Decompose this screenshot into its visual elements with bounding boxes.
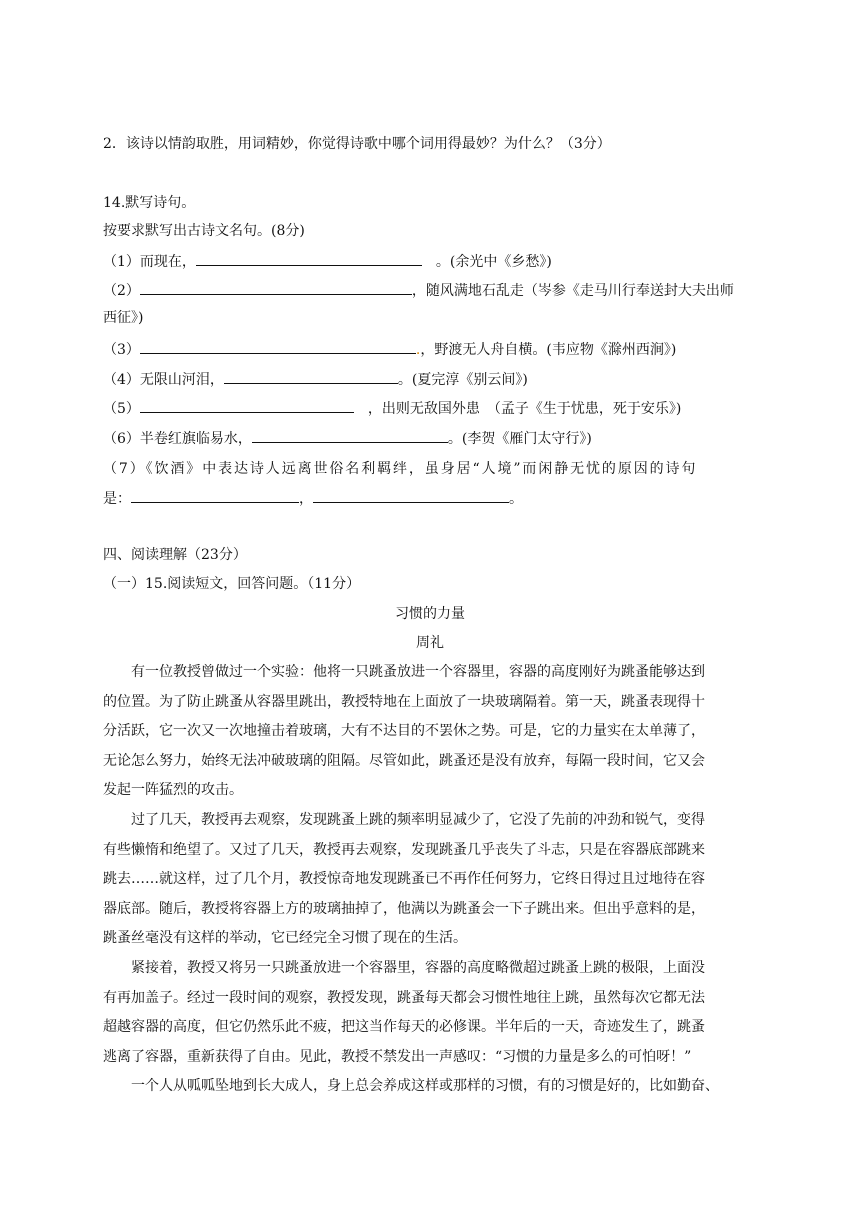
question-14-heading: 14.默写诗句。 (103, 195, 196, 211)
question-13-2: 2．该诗以情韵取胜，用词精妙，你觉得诗歌中哪个词用得最妙？为什么？（3分） (103, 136, 611, 152)
fill-item-1 (103, 250, 552, 272)
article-line: 有再加盖子。经过一段时间的观察，教授发现，跳蚤每天都会习惯性地往上跳，虽然每次它都无法 (103, 990, 705, 1006)
orange-mark: . (415, 342, 421, 358)
fill-item-4-suffix: 。(夏完淳《别云间》) (397, 372, 528, 388)
section-4-heading: 四、阅读理解（23分） (103, 547, 247, 563)
fill-item-1-suffix: 。(余光中《乡愁》) (435, 254, 552, 270)
fill-item-1-prefix: （1）而现在， (103, 254, 196, 270)
fill-item-2-continuation: 西征》) (103, 310, 144, 326)
article-author: 周礼 (416, 635, 444, 651)
fill-item-2-suffix: ，随风满地石乱走（岑参《走马川行奉送封大夫出师 (411, 283, 734, 299)
fill-item-7-suffix: 。 (509, 491, 523, 507)
answer-blank-6[interactable] (252, 427, 448, 443)
answer-blank-4[interactable] (224, 368, 398, 384)
article-line: 逃离了容器，重新获得了自由。见此，教授不禁发出一声感叹：“习惯的力量是多么的可怕呀！” (103, 1049, 692, 1065)
article-line: 跳去……就这样，过了几个月，教授惊奇地发现跳蚤已不再作任何努力，它终日得过且过地待在容 (103, 871, 705, 887)
fill-item-4-prefix: （4）无限山河泪， (103, 372, 224, 388)
fill-item-7-middle: ， (299, 491, 313, 507)
section-4-subheading: （一）15.阅读短文，回答问题。（11分） (103, 576, 361, 592)
answer-blank-3[interactable] (140, 338, 416, 354)
fill-item-6-prefix: （6）半卷红旗临易水， (103, 431, 252, 447)
question-14-instruction: 按要求默写出古诗文名句。(8分) (103, 223, 305, 239)
fill-item-6-suffix: 。(李贺《雁门太守行》) (447, 431, 592, 447)
article-line: 的位置。为了防止跳蚤从容器里跳出，教授特地在上面放了一块玻璃隔着。第一天，跳蚤表现得十 (103, 694, 705, 710)
fill-item-7-prefix: 是： (103, 491, 131, 507)
answer-blank-2[interactable] (140, 279, 412, 295)
article-line: 分活跃，它一次又一次地撞击着玻璃，大有不达目的不罢休之势。可是，它的力量实在太单薄了， (103, 723, 705, 739)
article-line: 发起一阵猛烈的攻击。 (103, 782, 243, 798)
article-line: 器底部。随后，教授将容器上方的玻璃抽掉了，他满以为跳蚤会一下子跳出来。但出乎意料的是， (103, 901, 705, 917)
fill-item-4 (103, 368, 528, 390)
answer-blank-7a[interactable] (131, 487, 299, 503)
article-line: 无论怎么努力，始终无法冲破玻璃的阻隔。尽管如此，跳蚤还是没有放弃，每隔一段时间，它又会 (103, 753, 705, 769)
fill-item-3-prefix: （3） (103, 342, 140, 358)
article-line: 跳蚤丝毫没有这样的举动，它已经完全习惯了现在的生活。 (103, 930, 467, 946)
fill-item-5-prefix: （5） (103, 401, 140, 417)
answer-blank-5[interactable] (140, 397, 354, 413)
article-line: 超越容器的高度，但它仍然乐此不疲，把这当作每天的必修课。半年后的一天，奇迹发生了，跳蚤 (103, 1019, 705, 1035)
fill-item-6 (103, 427, 592, 449)
fill-item-2 (103, 279, 734, 301)
article-line: 有一位教授曾做过一个实验：他将一只跳蚤放进一个容器里，容器的高度刚好为跳蚤能够达到 (131, 664, 705, 680)
article-line: 紧接着，教授又将另一只跳蚤放进一个容器里，容器的高度略微超过跳蚤上跳的极限，上面没 (131, 960, 705, 976)
article-line: 有些懒惰和绝望了。又过了几天，教授再去观察，发现跳蚤几乎丧失了斗志，只是在容器底部跳来 (103, 842, 705, 858)
fill-item-5 (103, 397, 681, 419)
answer-blank-7b[interactable] (313, 487, 509, 503)
fill-item-2-prefix: （2） (103, 283, 140, 299)
fill-item-5-suffix: ，出则无敌国外患 （孟子《生于忧患，死于安乐》) (367, 401, 682, 417)
article-line: 一个人从呱呱坠地到长大成人，身上总会养成这样或那样的习惯，有的习惯是好的，比如勤奋、 (131, 1078, 719, 1094)
fill-item-3 (103, 338, 676, 360)
fill-item-7: （7）《饮酒》中表达诗人远离世俗名利羁绊，虽身居“人境”而闲静无忧的原因的诗句 (103, 461, 698, 477)
fill-item-7-answer (103, 487, 523, 509)
fill-item-3-suffix: ，野渡无人舟自横。(韦应物《滁州西涧》) (420, 342, 677, 358)
answer-blank-1[interactable] (196, 250, 422, 266)
article-title: 习惯的力量 (395, 606, 465, 622)
article-line: 过了几天，教授再去观察，发现跳蚤上跳的频率明显减少了，它没了先前的冲劲和锐气，变得 (131, 812, 705, 828)
